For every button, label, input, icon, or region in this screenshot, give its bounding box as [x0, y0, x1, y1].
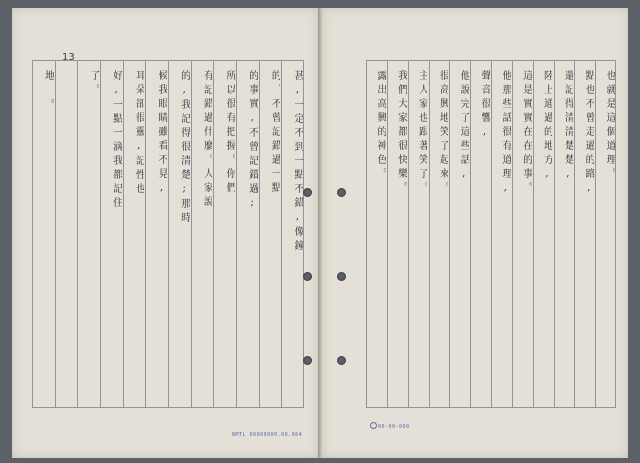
manuscript-column — [191, 60, 214, 408]
manuscript-column — [77, 60, 100, 408]
page-number: 13 — [62, 52, 75, 63]
grid-right-edge — [303, 60, 304, 408]
manuscript-column — [168, 60, 191, 408]
column-text: 這是實實在在的事。 — [520, 70, 532, 196]
manuscript-column — [449, 60, 470, 408]
manuscript-column — [281, 60, 304, 408]
column-text: 的,我記得很清楚;那時 — [178, 70, 190, 226]
column-text: 好,一點一滴我都記住 — [110, 70, 122, 211]
column-text: 很高興地笑了起來。 — [437, 70, 449, 196]
column-text: 我們大家都很快樂。 — [395, 70, 407, 196]
column-text: 有記錯過什麼。人家說 — [201, 70, 213, 210]
punch-hole — [337, 356, 346, 365]
column-text: 露出高興的神色。 — [374, 70, 386, 182]
manuscript-column — [595, 60, 616, 408]
punch-hole — [337, 188, 346, 197]
manuscript-column — [123, 60, 146, 408]
column-text: 甚,一定不到一點不錯,像鐘 — [291, 70, 303, 254]
column-text: 的、不曾記錯過一點 — [269, 70, 281, 196]
punch-hole — [303, 356, 312, 365]
manuscript-column — [574, 60, 595, 408]
left-page — [12, 8, 318, 458]
column-text: 聲音很響, — [478, 70, 490, 141]
manuscript-column — [145, 60, 168, 408]
manuscript-column — [491, 60, 512, 408]
manuscript-column — [429, 60, 450, 408]
column-text: 他那些話很有道理, — [499, 70, 511, 197]
right-grid — [366, 60, 616, 408]
punch-hole — [303, 188, 312, 197]
column-text: 陸上通過的地方, — [541, 70, 553, 183]
manuscript-column — [100, 60, 123, 408]
manuscript-column — [259, 60, 282, 408]
manuscript-column — [387, 60, 408, 408]
manuscript-column — [533, 60, 554, 408]
column-text: 所以很有把握。你們 — [223, 70, 235, 196]
archive-stamp: 00-00-000 — [378, 424, 410, 430]
column-text: 的事實,不曾記錯過; — [246, 70, 258, 212]
grid-right-edge — [615, 60, 616, 408]
column-text: 點也不曾走過的路, — [583, 70, 595, 197]
left-grid — [32, 60, 304, 408]
circle-mark — [370, 422, 377, 429]
right-page — [322, 8, 628, 458]
punch-hole — [337, 272, 346, 281]
column-text: 地 。 — [42, 70, 54, 113]
column-text: 耳朵卻很靈,記性也 — [133, 70, 145, 197]
column-text: 還記得清清楚楚, — [562, 70, 574, 183]
manuscript-column — [32, 60, 55, 408]
archive-stamp: NMTL 00000000.00.964 — [232, 432, 303, 438]
manuscript-column — [236, 60, 259, 408]
manuscript-column — [213, 60, 236, 408]
column-text: 候我眼睛雖看不見, — [155, 70, 167, 197]
manuscript-column — [470, 60, 491, 408]
column-text: 了。 — [87, 70, 99, 98]
manuscript-column — [554, 60, 575, 408]
manuscript-column — [55, 60, 78, 408]
column-text: 他說完了這些話, — [458, 70, 470, 183]
manuscript-column — [366, 60, 387, 408]
column-text: 也就是這個道理。 — [603, 70, 615, 182]
column-text: 主人家也跟著笑了。 — [416, 70, 428, 196]
column-text — [57, 70, 77, 406]
manuscript-column — [512, 60, 533, 408]
manuscript-column — [408, 60, 429, 408]
punch-hole — [303, 272, 312, 281]
